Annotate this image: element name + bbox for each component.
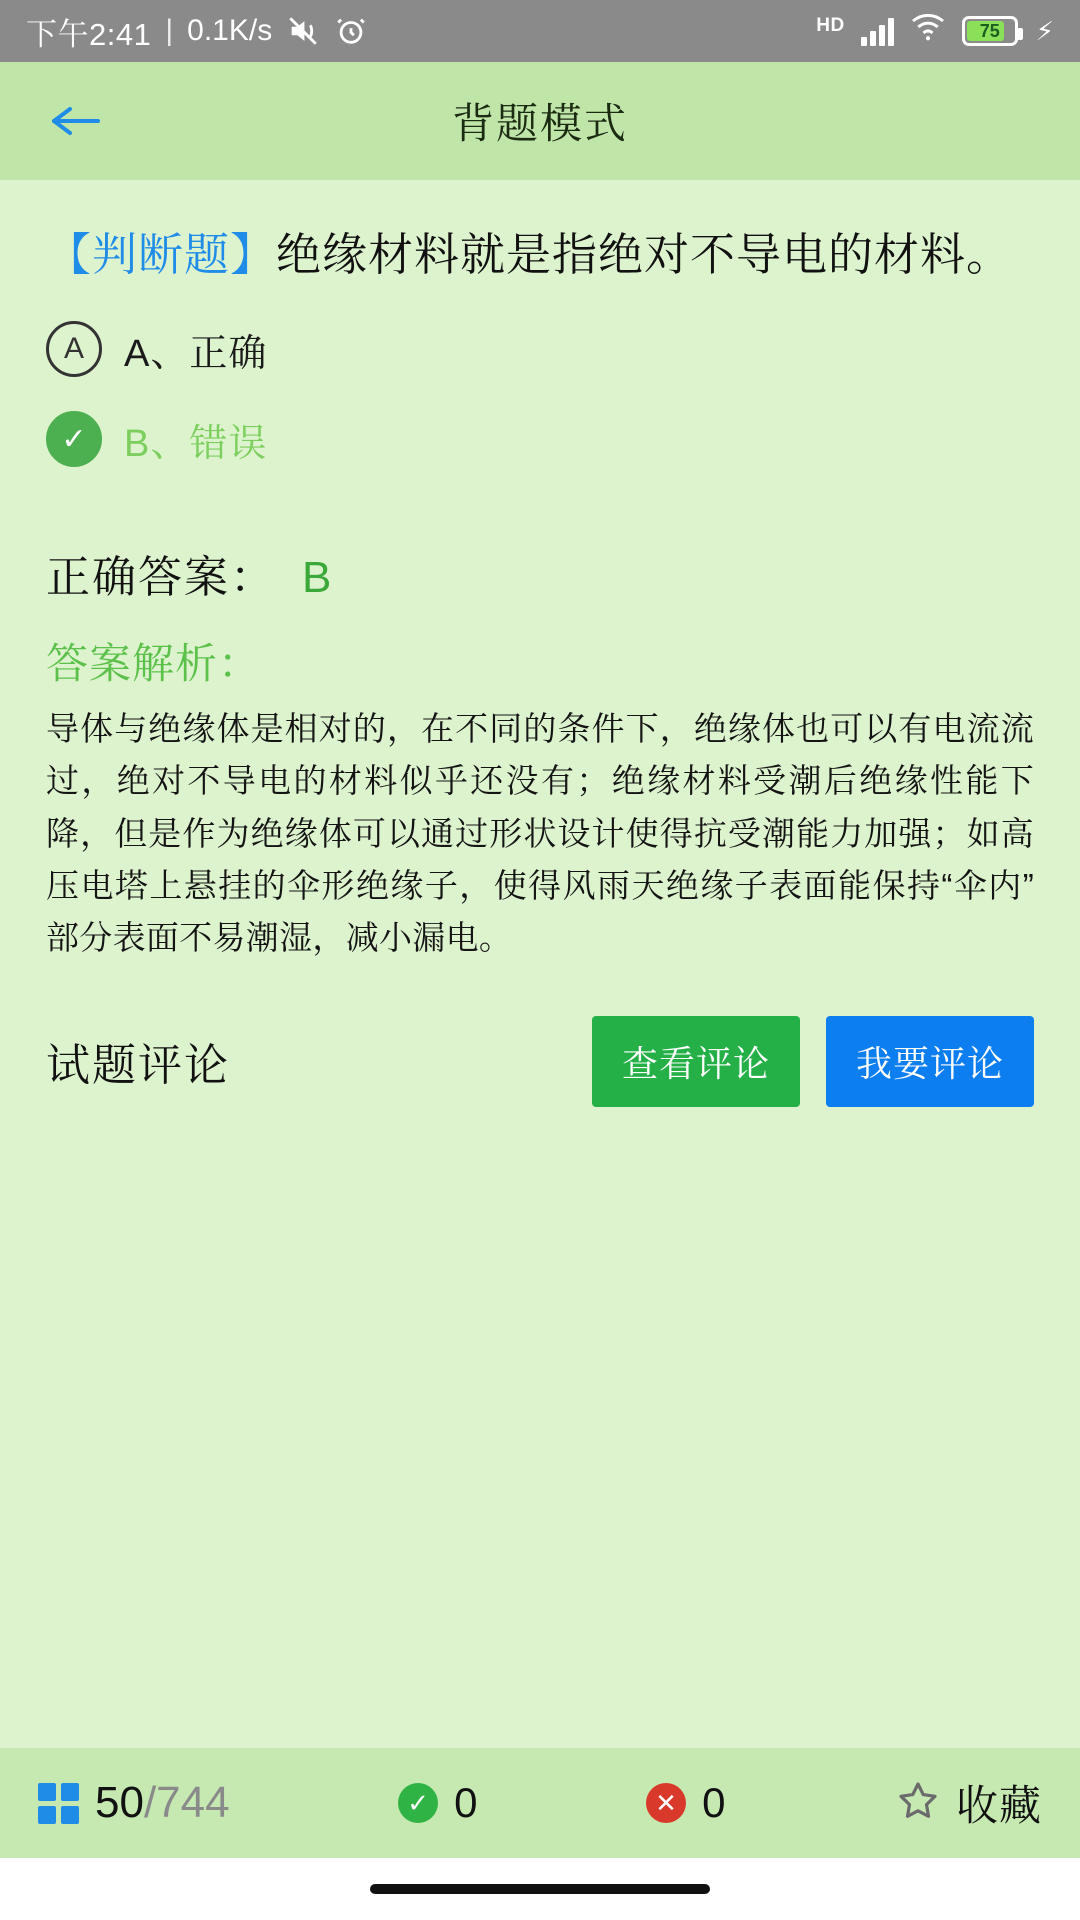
status-network-speed: 0.1K/s [187,14,273,47]
question-stem [46,222,1034,287]
comment-buttons [592,1016,1034,1107]
question-progress [95,1778,230,1828]
option-b-marker: ✓ [46,411,102,467]
option-a[interactable] [46,321,1034,377]
correct-answer-row [46,541,1034,605]
wifi-icon [910,12,946,50]
mute-icon [286,14,320,48]
cross-circle-icon: ✕ [646,1783,686,1823]
page-title: 背题模式 [451,100,628,147]
options-list [46,321,1034,467]
favorite-label: 收藏 [956,1782,1043,1829]
gesture-area [0,1858,1080,1920]
current-index: 50 [95,1778,144,1827]
comment-label: 试题评论 [46,1041,230,1091]
signal-icon [861,16,894,46]
grid-icon [38,1783,79,1824]
total-count: /744 [143,1778,230,1827]
comment-section [46,1016,1034,1107]
charging-bolt-icon: ⚡ [1035,15,1054,46]
check-circle-icon: ✓ [398,1783,438,1823]
analysis-title: 答案解析： [46,640,262,688]
option-b[interactable] [46,411,1034,467]
question-index-item[interactable] [38,1778,230,1828]
status-bar-left [26,9,368,54]
option-b-label: B、错误 [124,422,268,465]
write-comment-button[interactable]: 我要评论 [826,1016,1034,1107]
correct-count: 0 [454,1779,478,1826]
home-indicator[interactable] [370,1884,710,1894]
correct-count-item[interactable] [398,1779,477,1827]
correct-answer-label: 正确答案： [46,553,276,603]
view-comments-button[interactable]: 查看评论 [592,1016,800,1107]
status-bar [0,0,1080,62]
bottom-bar [0,1748,1080,1858]
wrong-count: 0 [702,1779,726,1826]
analysis-text: 导体与绝缘体是相对的，在不同的条件下，绝缘体也可以有电流流过，绝对不导电的材料似乎还没有；绝缘材料受潮后绝缘性能下降，但是作为绝缘体可以通过形状设计使得抗受潮能力加强；如高压电塔上悬挂的伞形绝缘子，使得风雨天绝缘子表面能保持“伞内”部分表面不易潮湿，减小漏电。 [46,710,1034,956]
hd-icon: HD [816,14,845,36]
status-separator: | [165,14,174,47]
option-a-marker: A [46,321,102,377]
back-button[interactable] [44,90,106,152]
option-a-label: A、正确 [124,332,268,375]
favorite-button[interactable] [894,1773,1042,1833]
battery-percent: 75 [979,20,1000,41]
status-bar-right [816,12,1054,50]
question-stem-text: 绝缘材料就是指绝对不导电的材料。 [276,229,1013,280]
question-type-tag: 【判断题】 [46,229,277,280]
battery-icon [962,16,1018,46]
wrong-count-item[interactable] [646,1779,725,1827]
question-content [0,180,1080,1748]
correct-answer-value: B [302,553,334,603]
alarm-icon [334,14,368,48]
title-bar [0,62,1080,180]
star-icon [894,1777,942,1830]
status-time: 下午2:41 [26,16,152,52]
